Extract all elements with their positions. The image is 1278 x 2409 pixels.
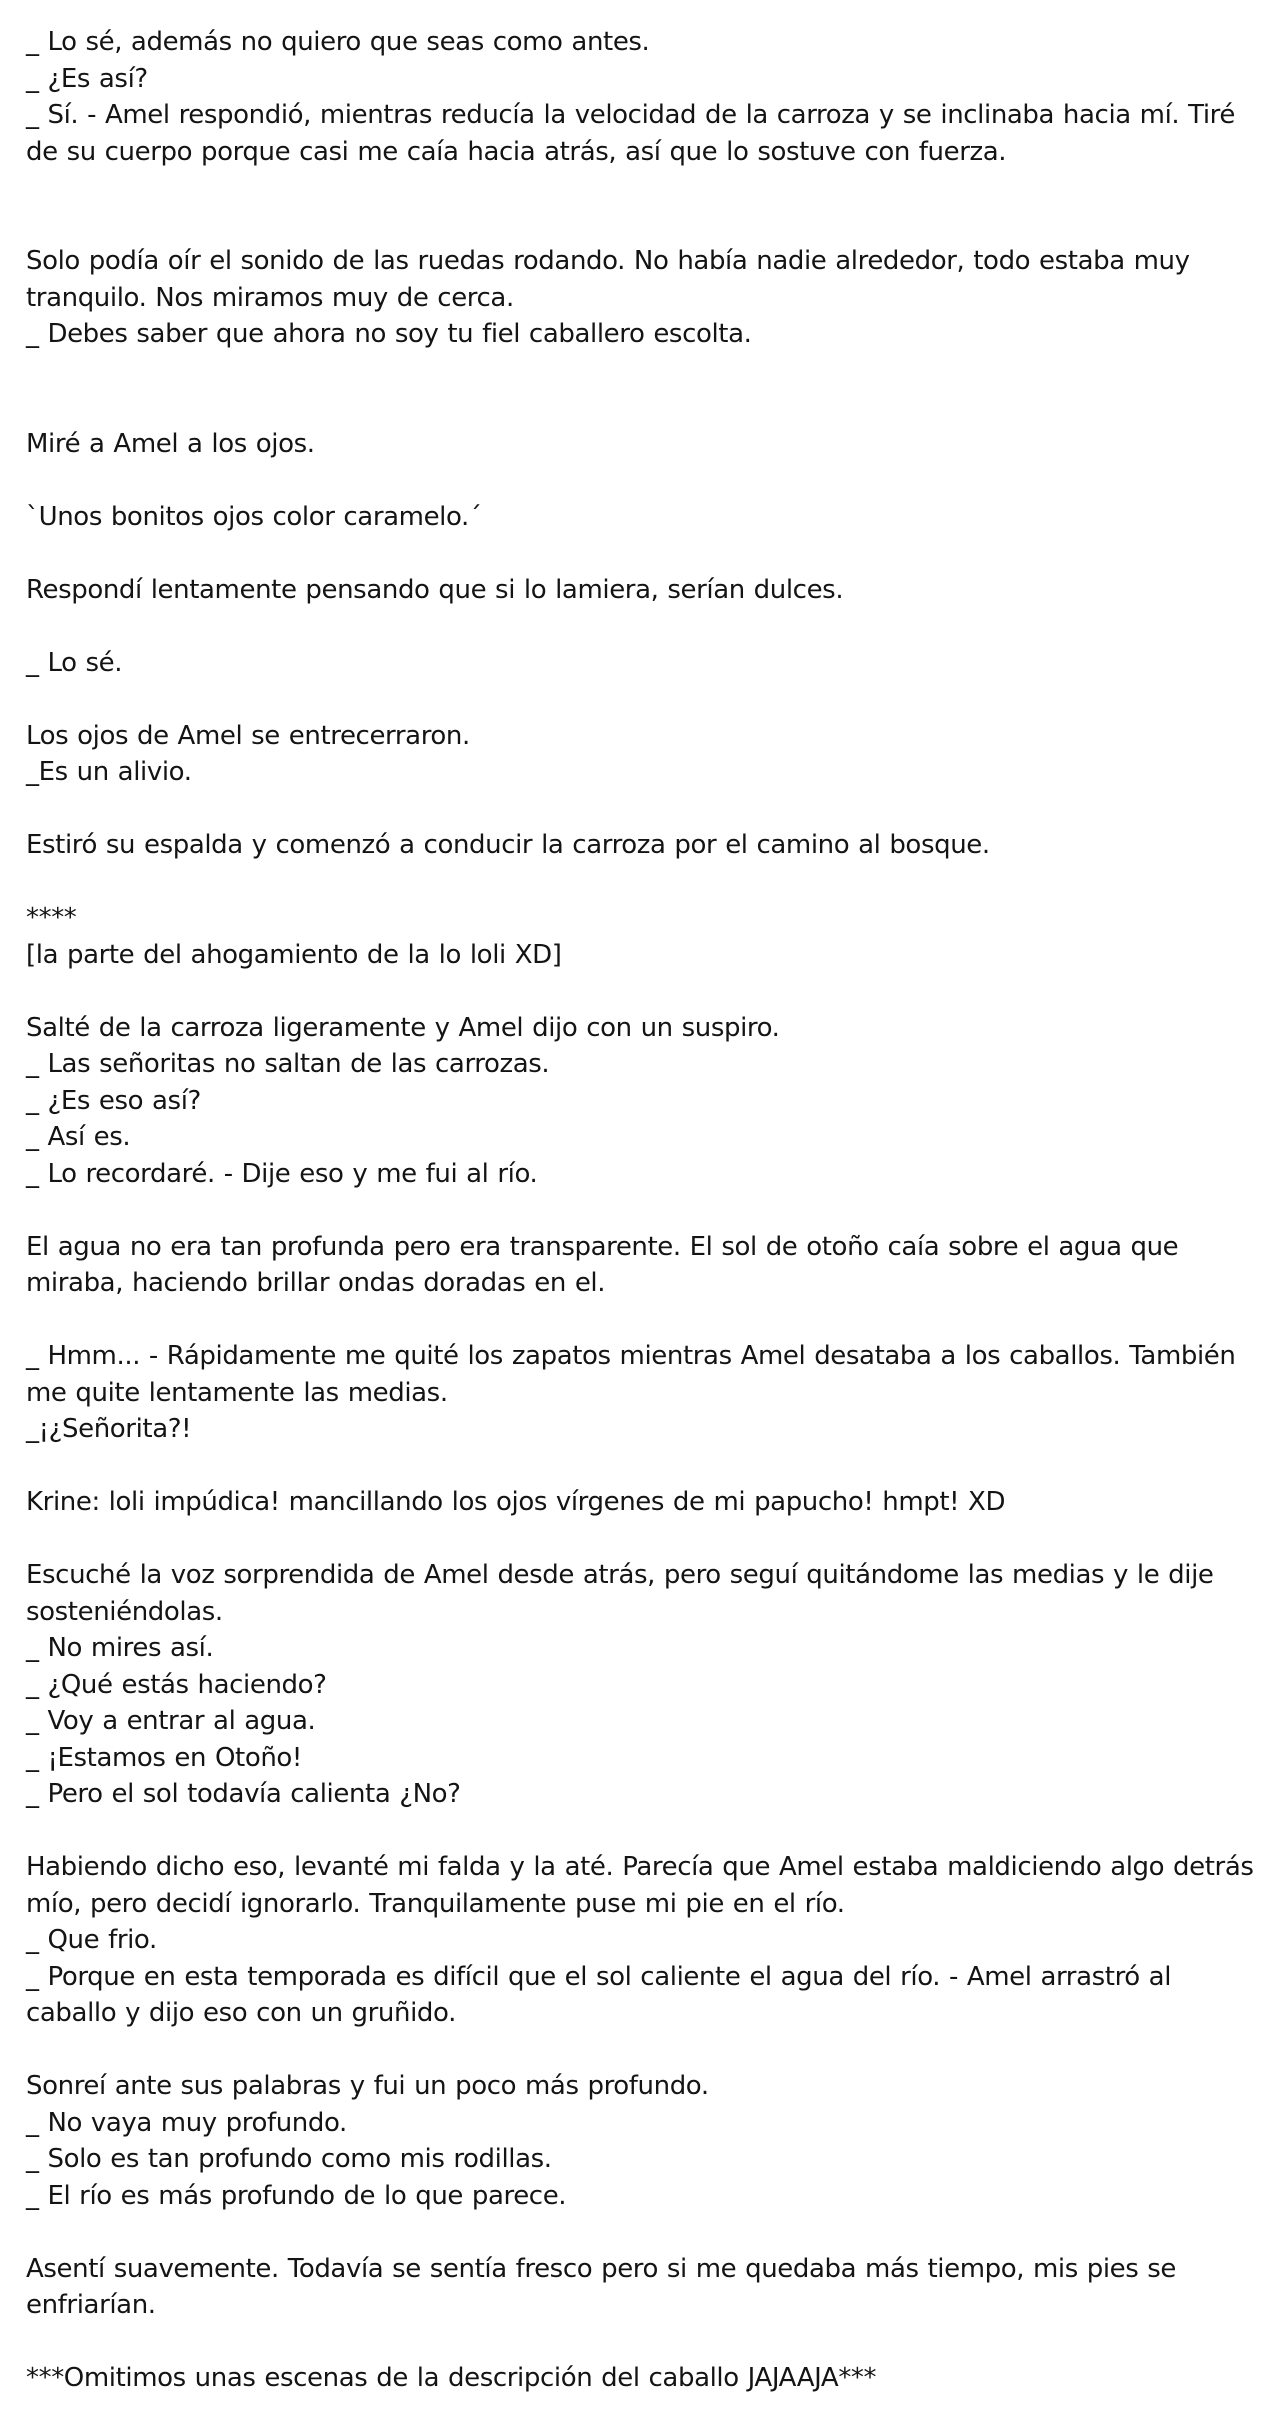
text-line: _ Las señoritas no saltan de las carrozas. bbox=[26, 1049, 550, 1079]
text-line: _ ¿Es así? bbox=[26, 63, 148, 94]
text-line: _ ¿Qué estás haciendo? bbox=[26, 1669, 327, 1700]
text-line: _ Así es. bbox=[26, 1122, 131, 1152]
text-line: Respondí lentamente pensando que si lo lamiera, serían dulces. bbox=[26, 574, 844, 605]
text-line: [la parte del ahogamiento de la lo loli XD] bbox=[26, 939, 562, 970]
text-line: ***Omitimos unas escenas de la descripción del caballo JAJAAJA*** bbox=[26, 2363, 877, 2393]
text-line: _ Solo es tan profundo como mis rodillas. bbox=[26, 2144, 552, 2174]
text-line: Salté de la carroza ligeramente y Amel dijo con un suspiro. bbox=[26, 1012, 780, 1043]
text-line: Escuché la voz sorprendida de Amel desde atrás, pero seguí quitándome las medias y le dije sosteniéndolas. bbox=[26, 1560, 1223, 1627]
text-line: _ Voy a entrar al agua. bbox=[26, 1706, 316, 1736]
text-line: Solo podía oír el sonido de las ruedas rodando. No había nadie alrededor, todo estaba muy tranquilo. Nos miramos muy de cerca. bbox=[26, 246, 1199, 313]
paragraph bbox=[26, 900, 1262, 973]
text-line: _ Lo sé, además no quiero que seas como antes. bbox=[26, 27, 650, 57]
text-line: _ El río es más profundo de lo que parece. bbox=[26, 2180, 567, 2211]
text-line: _ No mires así. bbox=[26, 1633, 214, 1663]
paragraph bbox=[26, 2068, 1262, 2214]
paragraph bbox=[26, 1338, 1262, 1448]
paragraph bbox=[26, 645, 1262, 682]
paragraph bbox=[26, 572, 1262, 609]
text-line: Asentí suavemente. Todavía se sentía fresco pero si me quedaba más tiempo, mis pies se enfriarían. bbox=[26, 2253, 1185, 2320]
paragraph bbox=[26, 1849, 1262, 2032]
text-line: Habiendo dicho eso, levanté mi falda y la até. Parecía que Amel estaba maldiciendo algo detrás mío, pero decidí ignorarlo. Tranquilamente puse mi pie en el río. bbox=[26, 1852, 1263, 1919]
text-line: _ No vaya muy profundo. bbox=[26, 2107, 347, 2138]
paragraph bbox=[26, 243, 1262, 353]
paragraph bbox=[26, 827, 1262, 864]
paragraph bbox=[26, 499, 1262, 536]
paragraph bbox=[26, 1229, 1262, 1302]
text-line: **** bbox=[26, 903, 77, 933]
text-line: _ Porque en esta temporada es difícil que el sol caliente el agua del río. - Amel arrastró al caballo y dijo eso con un gruñido. bbox=[26, 1961, 1180, 2028]
paragraph bbox=[26, 1557, 1262, 1813]
text-line: El agua no era tan profunda pero era transparente. El sol de otoño caía sobre el agua que miraba, haciendo brillar ondas doradas en el. bbox=[26, 1231, 1188, 1298]
paragraph bbox=[26, 1010, 1262, 1193]
text-line: _ ¿Es eso así? bbox=[26, 1085, 201, 1116]
text-line: Sonreí ante sus palabras y fui un poco más profundo. bbox=[26, 2071, 709, 2101]
text-line: _ Lo recordaré. - Dije eso y me fui al río. bbox=[26, 1158, 538, 1189]
text-line: _ Hmm... - Rápidamente me quité los zapatos mientras Amel desataba a los caballos. También me quite lentamente las medias. bbox=[26, 1341, 1245, 1408]
text-line: _Es un alivio. bbox=[26, 757, 192, 787]
text-line: _ Sí. - Amel respondió, mientras reducía la velocidad de la carroza y se inclinaba hacia mí. Tiré de su cuerpo porque casi me caía hacia atrás, así que lo sostuve con fuerza. bbox=[26, 100, 1244, 167]
text-line: _ Lo sé. bbox=[26, 647, 123, 678]
text-line: Los ojos de Amel se entrecerraron. bbox=[26, 720, 470, 751]
document-body bbox=[26, 24, 1262, 2397]
text-line: Estiró su espalda y comenzó a conducir la carroza por el camino al bosque. bbox=[26, 830, 990, 860]
text-line: _ Que frio. bbox=[26, 1925, 157, 1955]
text-line: _ Pero el sol todavía calienta ¿No? bbox=[26, 1779, 461, 1809]
paragraph bbox=[26, 2251, 1262, 2324]
text-line: _ ¡Estamos en Otoño! bbox=[26, 1742, 302, 1773]
paragraph bbox=[26, 1484, 1262, 1521]
paragraph bbox=[26, 2360, 1262, 2397]
paragraph bbox=[26, 718, 1262, 791]
text-line: _¡¿Señorita?! bbox=[26, 1414, 192, 1444]
text-line: _ Debes saber que ahora no soy tu fiel caballero escolta. bbox=[26, 319, 752, 349]
text-line: Miré a Amel a los ojos. bbox=[26, 428, 315, 459]
paragraph bbox=[26, 426, 1262, 463]
text-line: `Unos bonitos ojos color caramelo.´ bbox=[26, 501, 482, 532]
paragraph bbox=[26, 24, 1262, 170]
text-line: Krine: loli impúdica! mancillando los ojos vírgenes de mi papucho! hmpt! XD bbox=[26, 1487, 1006, 1517]
